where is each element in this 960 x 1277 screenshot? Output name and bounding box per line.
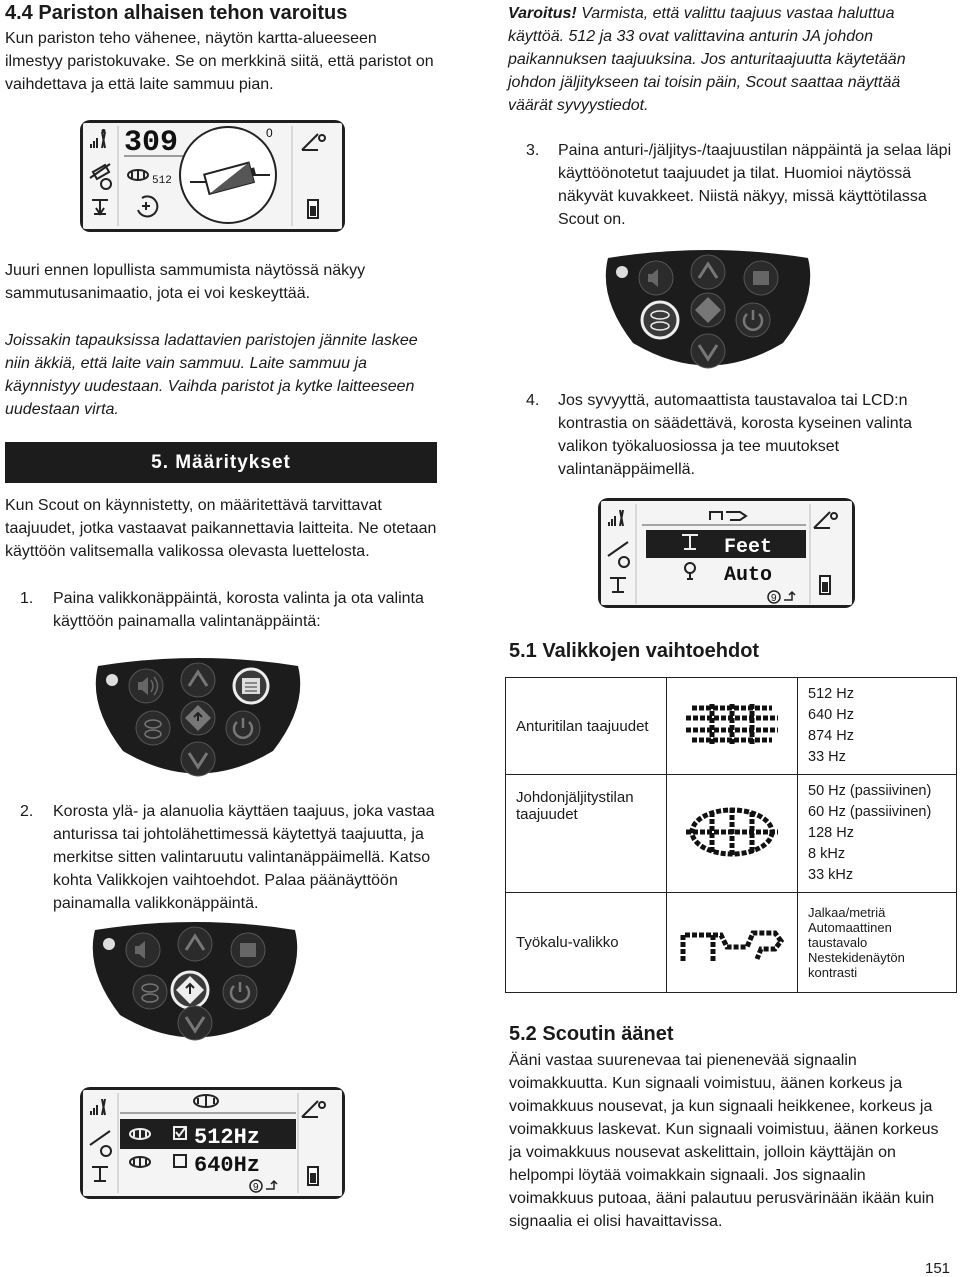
section-5-1-title: 5.1 Valikkojen vaihtoehdot <box>509 640 760 662</box>
sound-button <box>639 261 673 295</box>
section-5-text: Kun Scout on käynnistetty, on määritettävä tarvittavat taajuudet, jotka vastaavat paikannettavia laitteita. Ne otetaan käyttöön valitsemalla valikossa olevasta luettelosta. <box>5 497 437 560</box>
table-row <box>506 775 957 893</box>
lcd3-hint-number: 9 <box>771 593 777 604</box>
battery-level-icon <box>308 1167 318 1185</box>
mode-button <box>642 302 678 338</box>
sonde-frequency-icon <box>667 678 798 775</box>
power-led <box>103 938 115 950</box>
section-5-title: 5. Määritykset <box>151 451 291 473</box>
page-number: 151 <box>925 1260 951 1277</box>
frequency-icon <box>128 170 148 180</box>
tools-menu-lcd <box>598 498 855 608</box>
option-value: 50 Hz (passiivinen) <box>808 783 932 799</box>
mode-button <box>136 711 170 745</box>
select-button <box>691 293 725 327</box>
sonde-mode-icon <box>682 698 782 750</box>
up-arrow-button <box>178 927 212 961</box>
frequency-icon <box>130 1129 150 1139</box>
lcd3-row2-text: Auto <box>724 564 773 587</box>
section-5-header <box>5 442 437 483</box>
lcd2-row1-text: 512Hz <box>194 1125 261 1150</box>
step-1-number: 1. <box>20 590 34 607</box>
option-value: Automaattinen taustavalo <box>808 920 892 950</box>
lcd3-graphic <box>598 498 855 608</box>
frequency-menu-icon <box>194 1095 218 1107</box>
step-2-text: Korosta ylä- ja alanuolia käyttäen taajuus, joka vastaa anturissa tai johtolähettimessä käytettyä taajuutta, ja merkitse sitten valintaruutu valintanäppäimellä. Katso kohta Valikkojen vaihtoehdot. Palaa päänäyttöön painamalla valikkonäppäintä. <box>53 803 435 912</box>
down-arrow-button <box>691 334 725 368</box>
menu-options-table <box>505 677 957 993</box>
option-value: 512 Hz <box>808 686 854 702</box>
frequency-icon <box>130 1157 150 1167</box>
keypad-mode-highlight <box>598 248 818 374</box>
sound-button <box>126 933 160 967</box>
power-button <box>736 303 770 337</box>
option-value: 60 Hz (passiivinen) <box>808 804 932 820</box>
step-4-number: 4. <box>526 392 540 409</box>
tools-menu-icon <box>667 893 798 993</box>
battery-level-icon <box>820 576 830 594</box>
option-value: 8 kHz <box>808 846 846 862</box>
section-4-4-text: Kun pariston teho vähenee, näytön kartta-alueeseen ilmestyy paristokuvake. Se on merkkinä siitä, että paristot on vaihdettava ja että laite sammuu pian. <box>5 30 434 93</box>
step-4-text: Jos syvyyttä, automaattista taustavaloa tai LCD:n kontrastia on säädettävä, korosta kyseinen valinta valikon työkaluosiossa ja tee muutokset valintanäppäimellä. <box>558 392 912 478</box>
up-arrow-button <box>181 663 215 697</box>
step-1-text: Paina valikkonäppäintä, korosta valinta ja ota valinta käyttöön painamalla valintanäppäintä: <box>53 590 424 630</box>
battery-level-icon <box>308 200 318 218</box>
power-led <box>616 266 628 278</box>
lcd3-row1-text: Feet <box>724 536 773 559</box>
mode-button <box>133 975 167 1009</box>
down-arrow-button <box>181 742 215 776</box>
option-value: Jalkaa/metriä <box>808 905 886 920</box>
row-label: Anturitilan taajuudet <box>506 678 667 775</box>
lcd2-graphic <box>80 1087 345 1199</box>
option-value: 128 Hz <box>808 825 854 841</box>
power-button <box>226 711 260 745</box>
sound-button <box>129 669 163 703</box>
lcd1-frequency-label: 512 <box>152 175 172 187</box>
section-5-2-title: 5.2 Scoutin äänet <box>509 1023 674 1045</box>
row-values <box>798 775 957 893</box>
line-trace-frequency-icon <box>667 775 798 893</box>
tools-icon <box>677 913 787 969</box>
up-arrow-button <box>691 255 725 289</box>
row-label: Työkalu-valikko <box>506 893 667 993</box>
row-values <box>798 893 957 993</box>
option-value: Nestekidenäytön kontrasti <box>808 950 905 980</box>
signal-strength-number: 309 <box>124 126 179 160</box>
frequency-menu-lcd <box>80 1087 345 1199</box>
warning-label: Varoitus! <box>508 5 577 22</box>
table-row <box>506 893 957 993</box>
option-value: 640 Hz <box>808 707 854 723</box>
table-row <box>506 678 957 775</box>
option-value: 33 kHz <box>808 867 854 883</box>
step-3-text: Paina anturi-/jäljitys-/taajuustilan näppäintä ja selaa läpi käyttöönotetut taajuudet ja tilat. Huomioi näytössä näkyvät kuvakkeet. Niistä näkyy, missä käyttötilassa Scout on. <box>558 142 952 228</box>
section-4-4-title: 4.4 Pariston alhaisen tehon varoitus <box>5 2 348 24</box>
down-arrow-button <box>178 1006 212 1040</box>
keypad-select-highlight <box>85 920 305 1046</box>
keypad-menu-highlight <box>88 656 308 782</box>
line-trace-mode-icon <box>682 804 782 860</box>
lcd2-hint-number: 9 <box>253 1182 259 1193</box>
warning-body: Varmista, että valittu taajuus vastaa haluttua käyttöä. 512 ja 33 ovat valittavina anturin JA johdon paikannuksen taajuuksina. Jos anturitaajuutta käytetään johdon jäljitykseen tai toisin päin, Scout saattaa näyttää väärät syvyystiedot. <box>508 5 906 114</box>
warning-text <box>508 2 948 117</box>
lcd-screen-graphic <box>80 120 345 232</box>
lcd2-row2-text: 640Hz <box>194 1153 261 1178</box>
option-value: 33 Hz <box>808 749 846 765</box>
step-2-number: 2. <box>20 803 34 820</box>
section-5-2-text: Ääni vastaa suurenevaa tai pienenevää signaalin voimakkuutta. Kun signaali voimistuu, äänen korkeus ja voimakkuus nousevat, ja kun signaali heikkenee, korkeus ja voimakkuus laskevat. Kun signaali voimistuu, äänen korkeus ja voimakkuus nousevat askelittain, jolloin käyttäjän on helpompi löytää voimakkain signaali. Jos signaalin voimakkuus putoaa, ääni palautuu perusvärinään ikään kuin signaalia ei olisi havaittavissa. <box>509 1052 939 1230</box>
power-led <box>106 674 118 686</box>
row-label: Johdonjäljitystilan taajuudet <box>506 775 667 893</box>
shutdown-text: Juuri ennen lopullista sammumista näytössä näkyy sammutusanimaatio, jota ei voi keskeyttää. <box>5 262 366 302</box>
power-button <box>223 975 257 1009</box>
row-values <box>798 678 957 775</box>
menu-button <box>744 261 778 295</box>
select-button <box>181 701 215 735</box>
select-button <box>172 972 208 1008</box>
menu-button <box>231 933 265 967</box>
option-value: 874 Hz <box>808 728 854 744</box>
battery-voltage-note: Joissakin tapauksissa ladattavien paristojen jännite laskee niin äkkiä, että laite vain sammuu. Laite sammuu ja käynnistyy uudestaan. Vaihda paristot ja kytke laitteeseen uudestaan virta. <box>5 332 418 418</box>
lcd1-zero-label: 0 <box>266 126 273 140</box>
low-battery-lcd <box>80 120 345 232</box>
menu-button <box>234 669 268 703</box>
step-3-number: 3. <box>526 142 540 159</box>
